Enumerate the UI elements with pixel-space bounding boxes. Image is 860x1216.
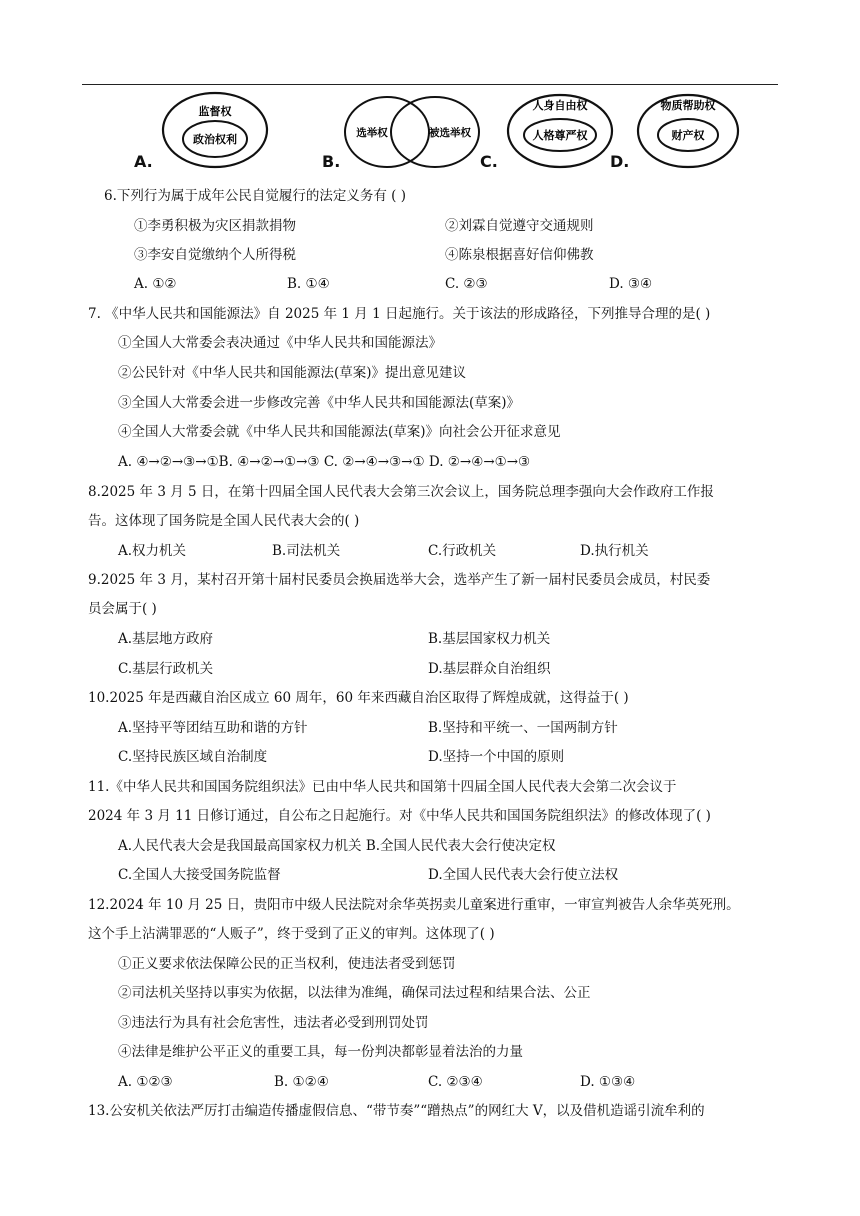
- q7-item-2: ②公民针对《中华人民共和国能源法(草案)》提出意见建议: [118, 365, 467, 381]
- header-rule: [82, 84, 778, 85]
- q11-options-ab: A.人民代表大会是我国最高国家权力机关 B.全国人民代表大会行使决定权: [118, 838, 556, 854]
- q7-options: A. ④→②→③→①B. ④→②→①→③ C. ②→④→③→① D. ②→④→①→③: [118, 454, 531, 470]
- q9-option-b: B.基层国家权力机关: [428, 631, 551, 647]
- diagram-a-letter: A.: [134, 152, 153, 171]
- q7-item-3: ③全国人大常委会进一步修改完善《中华人民共和国能源法(草案)》: [118, 395, 521, 411]
- q11-stem-line2: 2024 年 3 月 11 日修订通过，自公布之日起施行。对《中华人民共和国国务院组织法》的修改体现了( ): [88, 808, 711, 824]
- q6-option-b: B. ①④: [287, 276, 330, 292]
- q7-stem: 7. 《中华人民共和国能源法》自 2025 年 1 月 1 日起施行。关于该法的形成路径，下列推导合理的是( ): [88, 306, 711, 322]
- q12-item-1: ①正义要求依法保障公民的正当权利，使违法者受到惩罚: [118, 956, 456, 972]
- diagram-c-letter: C.: [480, 152, 498, 171]
- q12-stem-line2: 这个手上沾满罪恶的“人贩子”，终于受到了正义的审判。这体现了( ): [88, 926, 495, 942]
- diagram-c-inner-label: 人格尊严权: [532, 129, 588, 142]
- q11-option-d: D.全国人民代表大会行使立法权: [428, 867, 619, 883]
- diagram-a-outer-label: 监督权: [198, 105, 232, 118]
- q8-option-a: A.权力机关: [118, 543, 187, 559]
- q6-item-1: ①李勇积极为灾区捐款捐物: [134, 218, 296, 234]
- q12-item-3: ③违法行为具有社会危害性，违法者必受到刑罚处罚: [118, 1015, 429, 1031]
- diagram-d: [632, 89, 752, 169]
- q7-item-4: ④全国人大常委会就《中华人民共和国能源法(草案)》向社会公开征求意见: [118, 424, 561, 440]
- q11-stem-line1: 11.《中华人民共和国国务院组织法》已由中华人民共和国第十四届全国人民代表大会第二次会议于: [88, 779, 677, 795]
- diagram-b-letter: B.: [322, 152, 341, 171]
- q6-stem: 6.下列行为属于成年公民自觉履行的法定义务有 ( ): [104, 188, 406, 204]
- q12-option-d: D. ①③④: [580, 1074, 636, 1090]
- diagram-c-outer-label: 人身自由权: [532, 99, 588, 112]
- q9-option-a: A.基层地方政府: [118, 631, 214, 647]
- q10-option-a: A.坚持平等团结互助和谐的方针: [118, 720, 308, 736]
- q9-stem-line2: 员会属于( ): [88, 601, 157, 617]
- q8-stem-line2: 告。这体现了国务院是全国人民代表大会的( ): [88, 513, 360, 529]
- q6-item-3: ③李安自觉缴纳个人所得税: [134, 247, 296, 263]
- q7-item-1: ①全国人大常委会表决通过《中华人民共和国能源法》: [118, 335, 442, 351]
- diagram-d-outer-label: 物质帮助权: [660, 99, 716, 112]
- q11-option-c: C.全国人大接受国务院监督: [118, 867, 281, 883]
- q6-option-d: D. ③④: [609, 276, 653, 292]
- diagram-b-left-label: 选举权: [356, 127, 388, 139]
- q6-option-a: A. ①②: [134, 276, 177, 292]
- q9-option-d: D.基层群众自治组织: [428, 661, 551, 677]
- q12-option-c: C. ②③④: [428, 1074, 483, 1090]
- q8-option-b: B.司法机关: [272, 543, 341, 559]
- diagram-a-inner-label: 政治权利: [193, 133, 237, 146]
- q8-option-d: D.执行机关: [580, 543, 649, 559]
- q8-option-c: C.行政机关: [428, 543, 497, 559]
- q9-stem-line1: 9.2025 年 3 月，某村召开第十届村民委员会换届选举大会，选举产生了新一届村民委员会成员，村民委: [88, 572, 711, 588]
- q6-item-2: ②刘霖自觉遵守交通规则: [445, 218, 594, 234]
- q13-stem-line1: 13.公安机关依法严厉打击编造传播虚假信息、“带节奏”“蹭热点”的网红大 V，以及借机造谣引流牟利的: [88, 1103, 705, 1119]
- diagram-b-right-label: 被选举权: [429, 127, 471, 139]
- diagram-b: [342, 94, 482, 170]
- q12-item-4: ④法律是维护公平正义的重要工具，每一份判决都彰显着法治的力量: [118, 1044, 523, 1060]
- q12-option-a: A. ①②③: [118, 1074, 173, 1090]
- q10-option-c: C.坚持民族区域自治制度: [118, 749, 268, 765]
- q10-stem: 10.2025 年是西藏自治区成立 60 周年，60 年来西藏自治区取得了辉煌成就，这得益于( ): [88, 690, 629, 706]
- diagram-c: [505, 89, 615, 169]
- q6-item-4: ④陈泉根据喜好信仰佛教: [445, 247, 594, 263]
- q12-option-b: B. ①②④: [274, 1074, 329, 1090]
- q6-option-c: C. ②③: [445, 276, 488, 292]
- q12-item-2: ②司法机关坚持以事实为依据，以法律为准绳，确保司法过程和结果合法、公正: [118, 985, 591, 1001]
- q10-option-b: B.坚持和平统一、一国两制方针: [428, 720, 618, 736]
- q12-stem-line1: 12.2024 年 10 月 25 日，贵阳市中级人民法院对余华英拐卖儿童案进行重审，一审宣判被告人余华英死刑。: [88, 897, 740, 913]
- diagram-a: [160, 90, 270, 170]
- diagram-d-inner-label: 财产权: [671, 129, 705, 142]
- q9-option-c: C.基层行政机关: [118, 661, 214, 677]
- q10-option-d: D.坚持一个中国的原则: [428, 749, 565, 765]
- diagram-d-letter: D.: [610, 152, 630, 171]
- q8-stem-line1: 8.2025 年 3 月 5 日，在第十四届全国人民代表大会第三次会议上，国务院总理李强向大会作政府工作报: [88, 484, 714, 500]
